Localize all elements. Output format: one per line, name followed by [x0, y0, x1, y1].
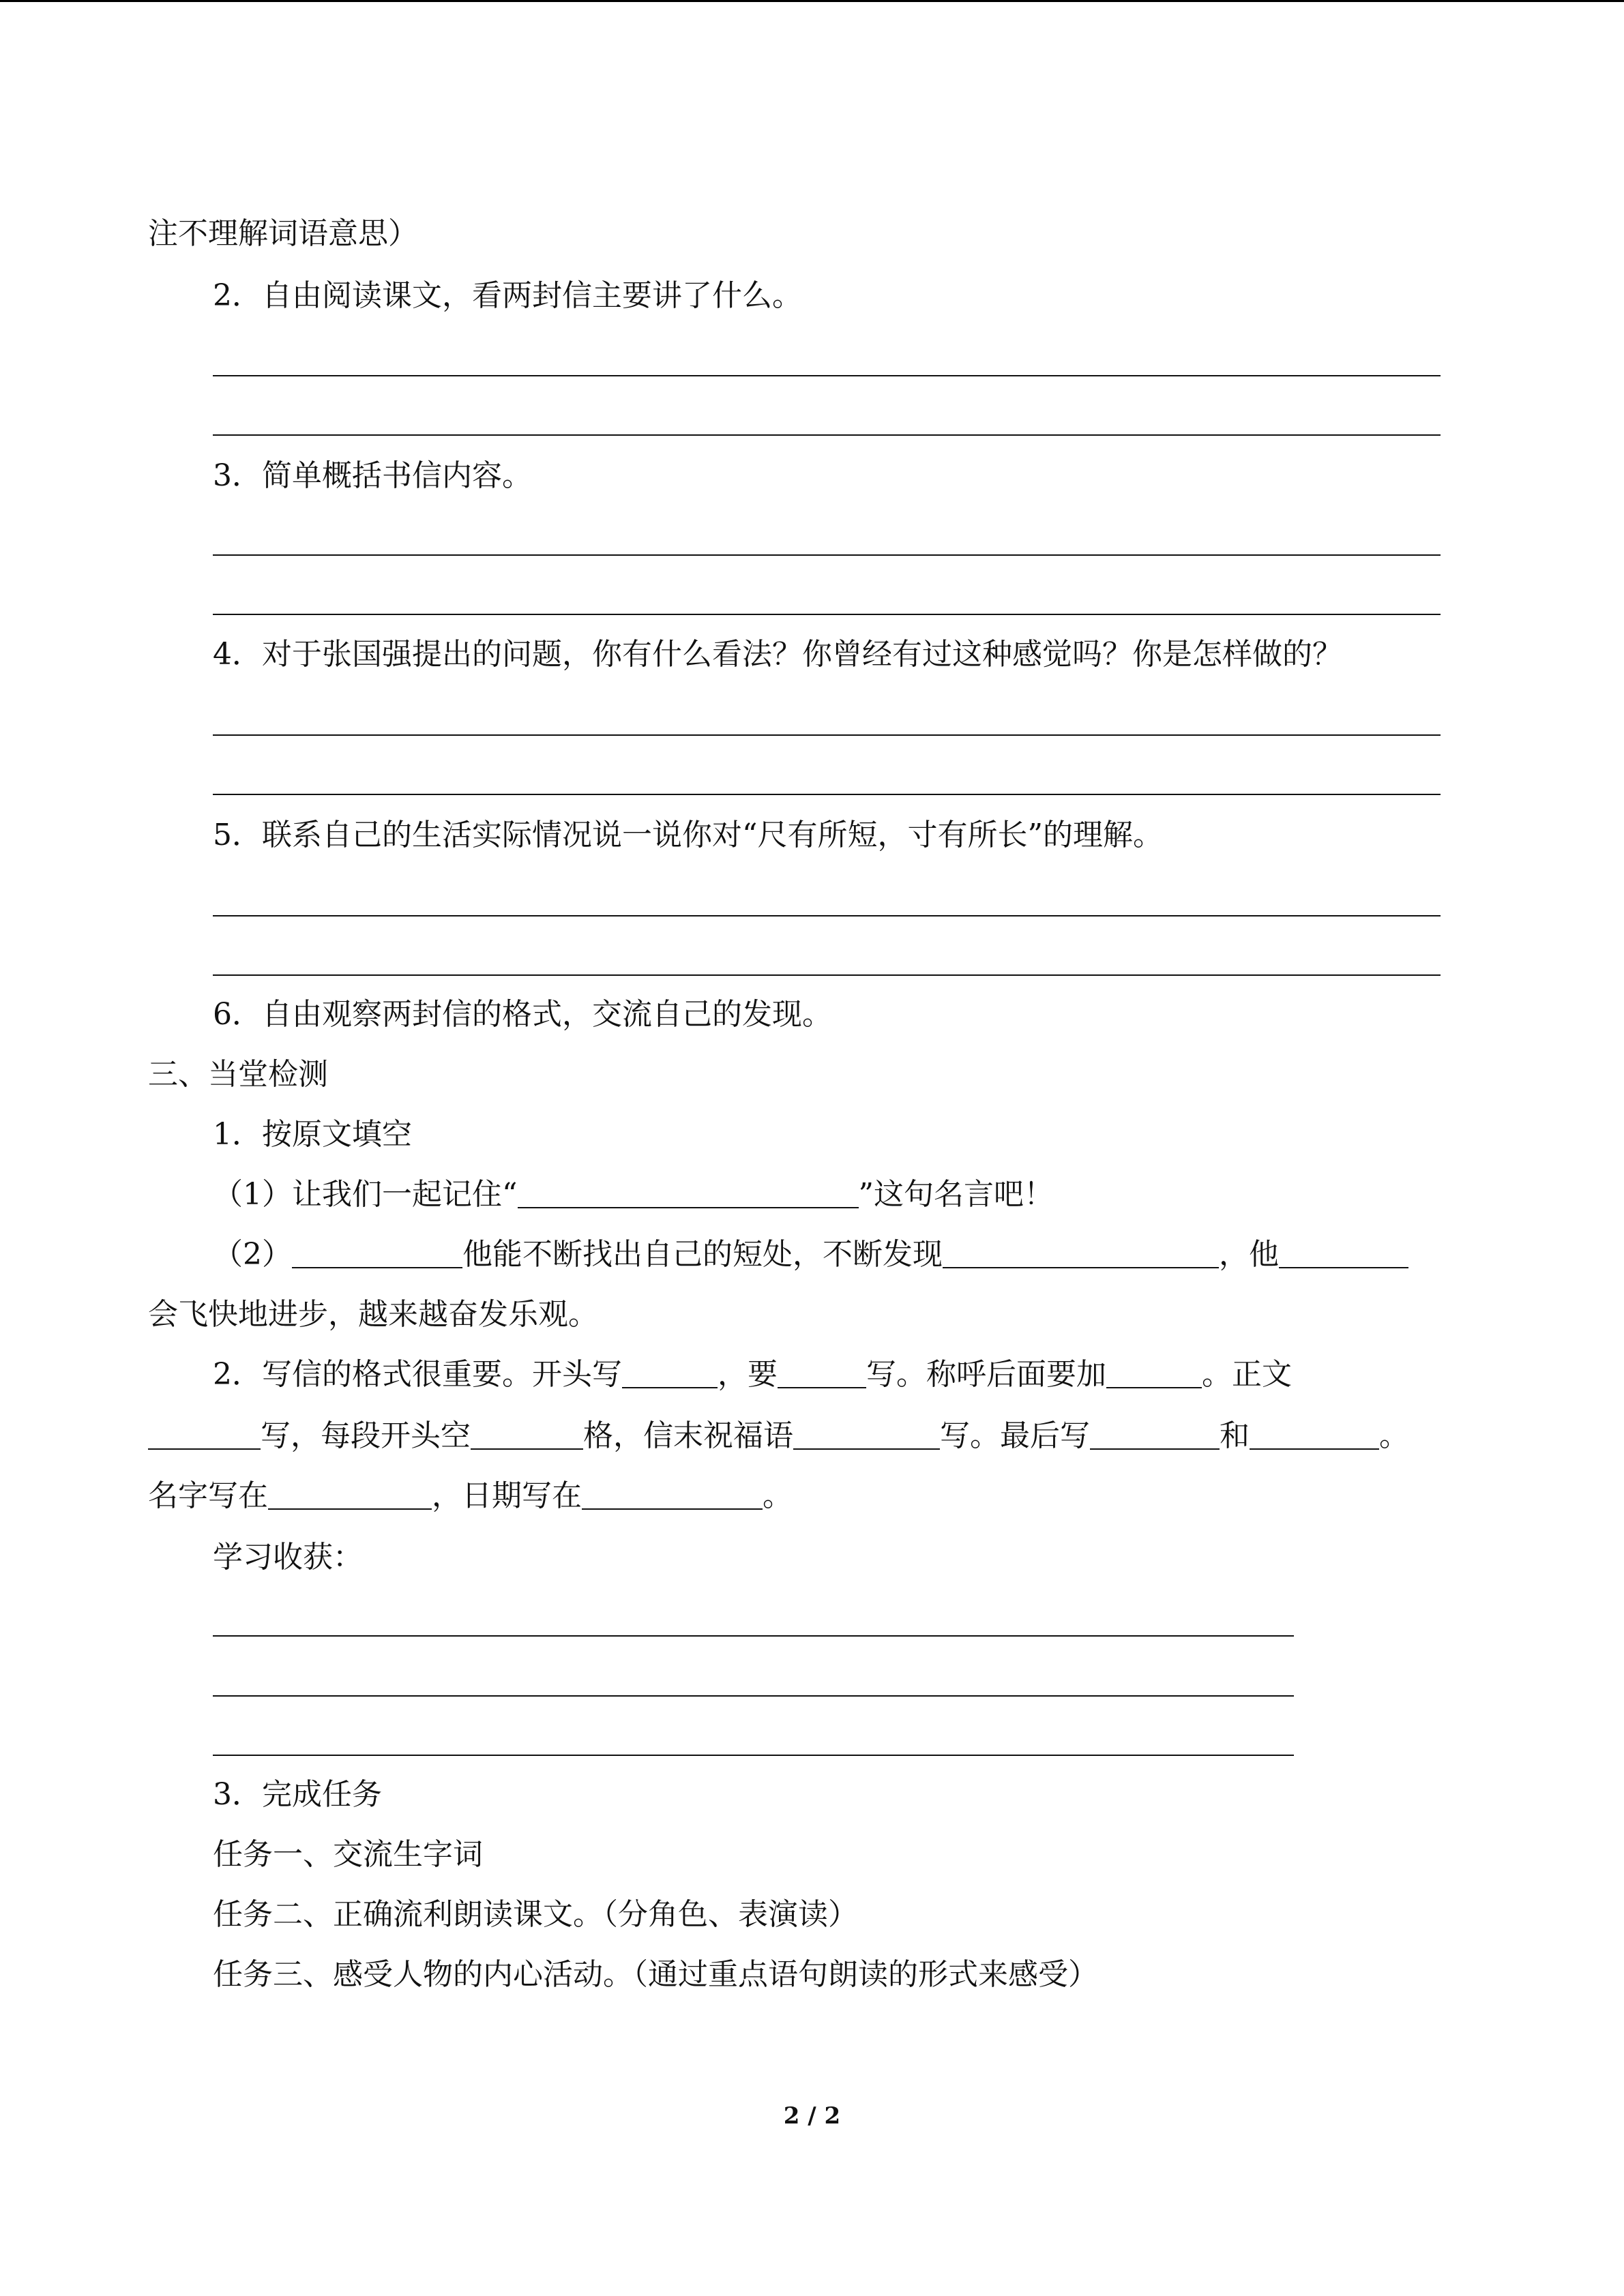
top-border [0, 0, 1624, 2]
fill-blank[interactable] [1279, 1240, 1408, 1268]
letter-format-line-3: 名字写在 ，日期写在 。 [148, 1478, 793, 1513]
task-item: 任务二、正确流利朗读课文。（分角色、表演读） [213, 1897, 858, 1932]
continued-text: 注不理解词语意思） [148, 216, 418, 251]
fill-blank[interactable] [1106, 1360, 1202, 1388]
fill-blank[interactable] [518, 1180, 859, 1208]
fill-blank[interactable] [1090, 1421, 1220, 1450]
harvest-line [213, 1755, 1294, 1756]
answer-line [213, 974, 1441, 976]
task-heading: 3．完成任务 [213, 1777, 382, 1812]
fill-blank[interactable] [148, 1421, 261, 1450]
section-heading: 三、当堂检测 [148, 1057, 328, 1092]
answer-line [213, 734, 1441, 736]
fill-blank[interactable] [471, 1421, 583, 1450]
letter-format-line-2: 写，每段开头空 格，信末祝福语 写。最后写 和 。 [148, 1417, 1409, 1455]
fill-blank[interactable] [943, 1240, 1219, 1268]
task-item: 任务一、交流生字词 [213, 1837, 483, 1872]
fill-blank[interactable] [793, 1421, 940, 1450]
fill-blank[interactable] [582, 1481, 763, 1510]
question-3: 3．简单概括书信内容。 [213, 458, 532, 493]
answer-line [213, 434, 1441, 436]
fill-blank[interactable] [622, 1360, 718, 1388]
fill-item-1: （1）让我们一起记住“ ”这句名言吧！ [213, 1177, 1054, 1212]
question-4: 4．对于张国强提出的问题，你有什么看法？你曾经有过这种感觉吗？你是怎样做的？ [213, 637, 1342, 672]
fill-item-2: （2） 他能不断找出自己的短处，不断发现 ，他 [213, 1236, 1408, 1274]
question-2: 2．自由阅读课文，看两封信主要讲了什么。 [213, 278, 802, 313]
answer-line [213, 375, 1441, 376]
answer-line [213, 554, 1441, 556]
page-number: 2 / 2 [783, 2102, 841, 2130]
fill-title: 1．按原文填空 [213, 1117, 412, 1152]
question-5: 5．联系自己的生活实际情况说一说你对“尺有所短，寸有所长”的理解。 [213, 818, 1163, 852]
question-6: 6．自由观察两封信的格式，交流自己的发现。 [213, 997, 832, 1032]
harvest-line [213, 1635, 1294, 1637]
answer-line [213, 794, 1441, 795]
fill-blank[interactable] [1250, 1421, 1379, 1450]
fill-blank[interactable] [268, 1481, 432, 1510]
letter-format-line-1: 2．写信的格式很重要。开头写 ，要 写。称呼后面要加 。正文 [213, 1357, 1292, 1392]
harvest-line [213, 1695, 1294, 1697]
harvest-label: 学习收获： [213, 1540, 363, 1575]
answer-line [213, 915, 1441, 916]
task-item: 任务三、感受人物的内心活动。（通过重点语句朗读的形式来感受） [213, 1957, 1098, 1992]
fill-blank[interactable] [778, 1360, 866, 1388]
fill-blank[interactable] [292, 1240, 462, 1268]
answer-line [213, 614, 1441, 615]
fill-item-2-cont: 会飞快地进步，越来越奋发乐观。 [148, 1297, 598, 1332]
